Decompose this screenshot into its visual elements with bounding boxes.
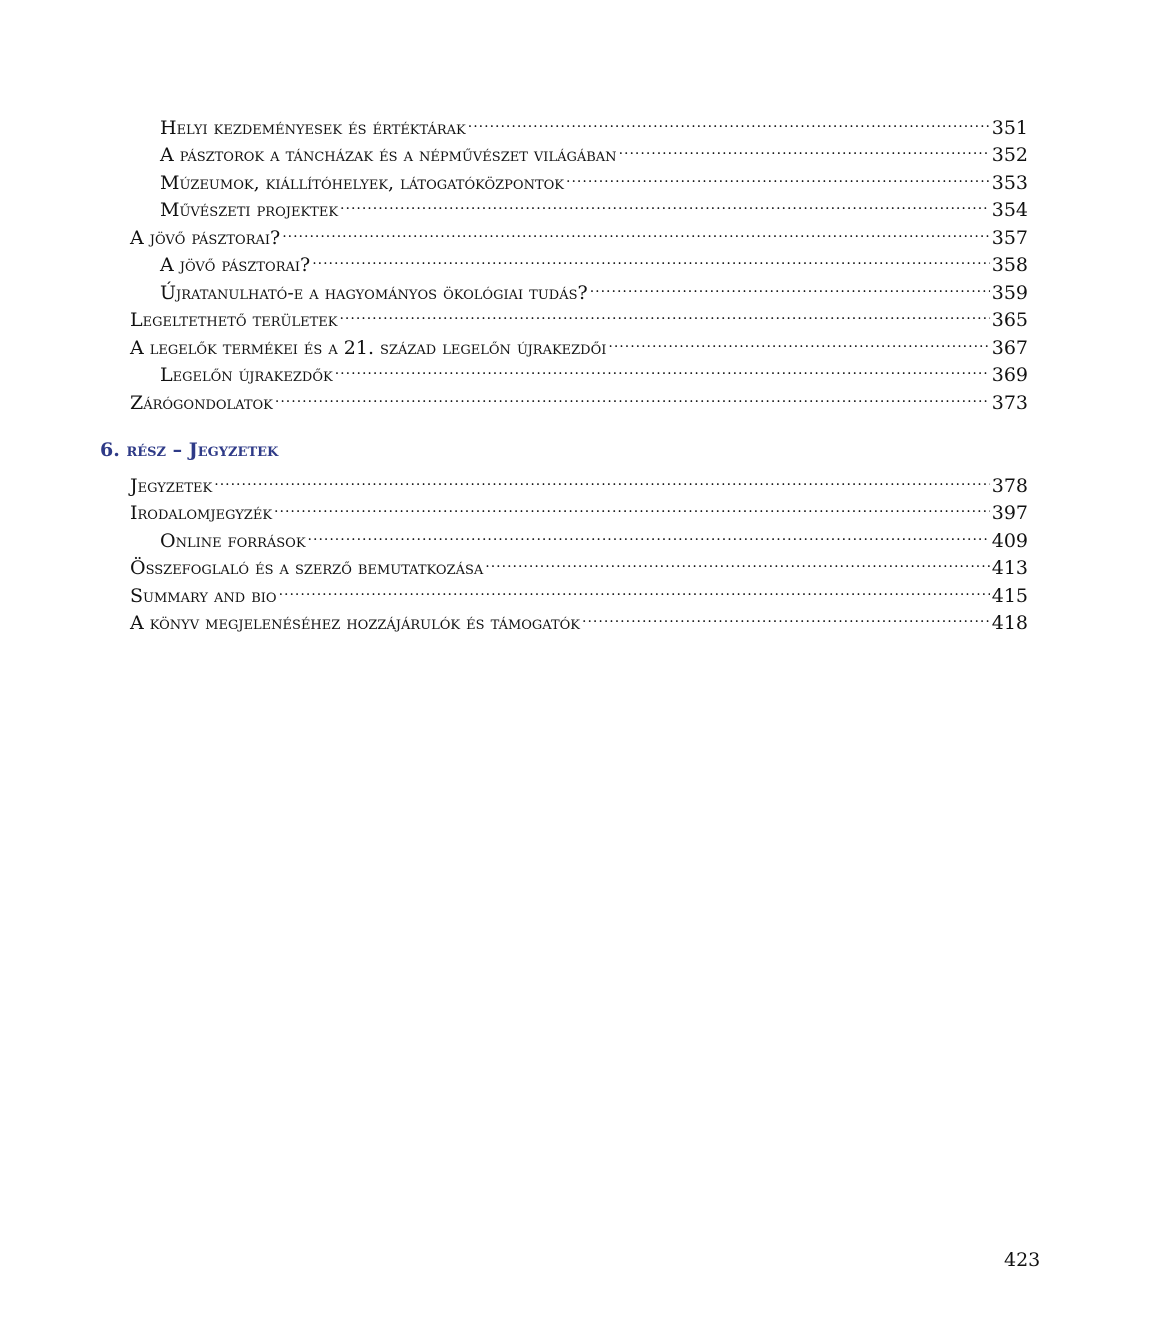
- toc-entry-page: 351: [991, 116, 1028, 139]
- toc-entry-page: 418: [991, 612, 1028, 634]
- dot-leader: [582, 602, 990, 630]
- dot-leader: [312, 244, 990, 272]
- toc-entry-page: 359: [991, 281, 1028, 304]
- toc-entry-title: A legelők termékei és a 21. század legelőn újrakezdői: [130, 336, 607, 359]
- toc-entry-page: 415: [991, 584, 1028, 607]
- toc-entry-page: 367: [991, 336, 1028, 359]
- dot-leader: [275, 381, 990, 409]
- toc-entry-page: 352: [991, 144, 1028, 166]
- toc-entry-page: 373: [991, 391, 1028, 414]
- toc-entry-title: Legeltethető területek: [130, 309, 338, 331]
- toc-entry-page: 353: [991, 171, 1028, 194]
- table-of-contents: [100, 106, 1028, 634]
- toc-entry-title: A jövő pásztorai?: [130, 226, 281, 249]
- toc-entry-page: 354: [991, 199, 1028, 221]
- toc-entry-title: Jegyzetek: [130, 474, 213, 497]
- dot-leader: [608, 326, 989, 354]
- dot-leader: [468, 106, 990, 134]
- section-heading: 6. rész – Jegyzetek: [100, 438, 279, 461]
- toc-entry-title: A könyv megjelenéséhez hozzájárulók és támogatók: [130, 612, 581, 634]
- toc-entry-page: 358: [991, 254, 1028, 276]
- toc-entry-title: A pásztorok a táncházak és a népművészet világában: [160, 144, 617, 166]
- dot-leader: [274, 492, 990, 520]
- toc-entry-title: Zárógondolatok: [130, 391, 273, 414]
- toc-entry-page: 378: [991, 474, 1028, 497]
- toc-entry-title: Online források: [160, 529, 306, 552]
- toc-entry-page: 397: [991, 502, 1028, 524]
- toc-entry-title: A jövő pásztorai?: [160, 254, 311, 276]
- dot-leader: [214, 464, 989, 492]
- dot-leader: [282, 216, 990, 244]
- toc-entry-page: 409: [991, 529, 1028, 552]
- dot-leader: [308, 519, 990, 547]
- toc-entry-title: Irodalomjegyzék: [130, 502, 273, 524]
- toc-entry: [100, 464, 1028, 497]
- toc-entry-title: Summary and bio: [130, 584, 277, 607]
- page-number: 423: [1004, 1249, 1041, 1271]
- toc-entry-title: Múzeumok, kiállítóhelyek, látogatóközpontok: [160, 171, 565, 194]
- dot-leader: [340, 189, 990, 217]
- toc-entry-title: Legelőn újrakezdők: [160, 364, 333, 386]
- toc-entry-page: 357: [991, 226, 1028, 249]
- toc-entry-title: Helyi kezdeményesek és értéktárak: [160, 116, 466, 139]
- toc-entry-title: Művészeti projektek: [160, 199, 339, 221]
- dot-leader: [619, 134, 990, 162]
- toc-entry-page: 413: [991, 557, 1028, 579]
- toc-entry-title: Összefoglaló és a szerző bemutatkozása: [130, 557, 484, 579]
- toc-entry-page: 369: [991, 364, 1028, 386]
- dot-leader: [339, 299, 989, 327]
- toc-entries-part-a: [100, 106, 1028, 414]
- dot-leader: [279, 574, 990, 602]
- dot-leader: [335, 354, 990, 382]
- dot-leader: [485, 547, 989, 575]
- dot-leader: [590, 271, 990, 299]
- toc-entry-title: Újratanulható-e a hagyományos ökológiai tudás?: [160, 281, 588, 304]
- toc-entry-page: 365: [991, 309, 1028, 331]
- toc-entry: [100, 492, 1028, 524]
- toc-entries-part-b: [100, 464, 1028, 634]
- toc-entry: [100, 106, 1028, 139]
- dot-leader: [566, 161, 990, 189]
